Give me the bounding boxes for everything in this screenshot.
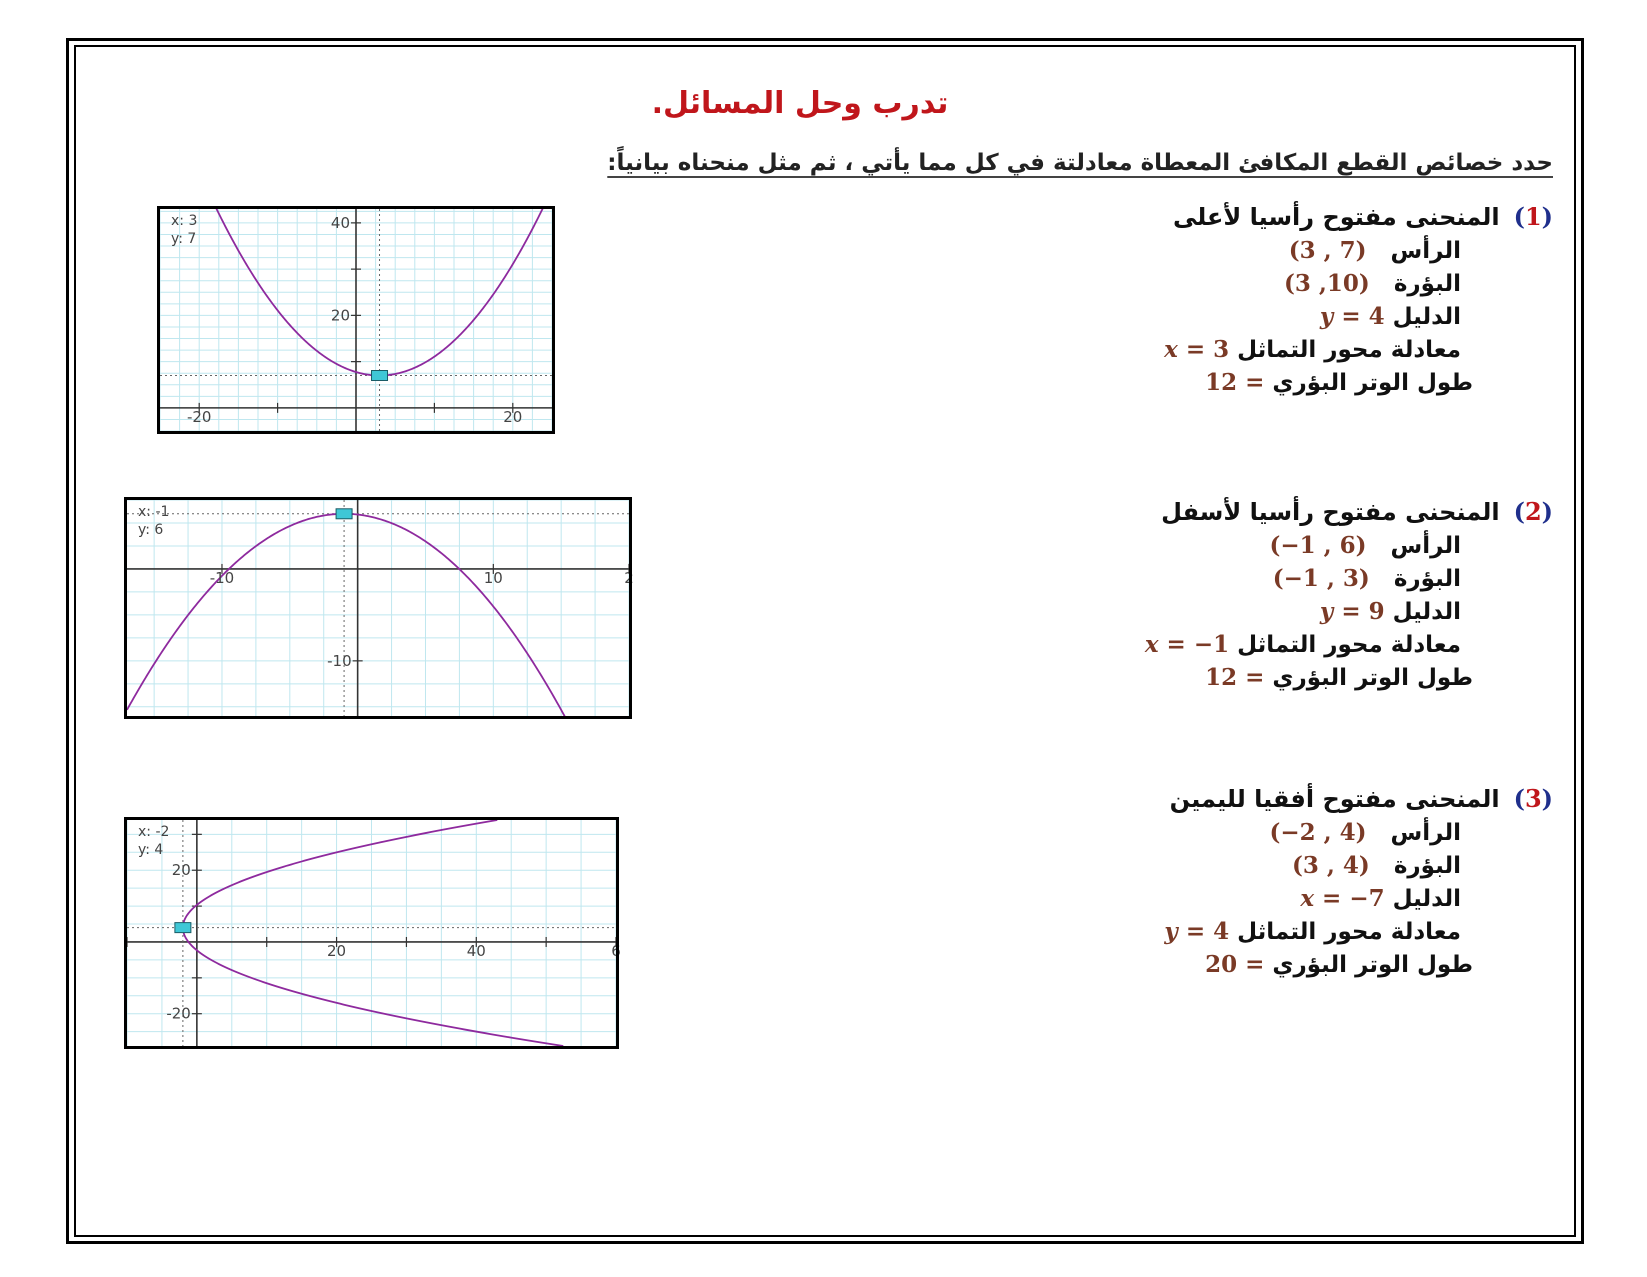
focus-row	[853, 562, 1461, 595]
problem-heading: (2)المنحنى مفتوح رأسيا لأسفل	[1161, 497, 1553, 526]
directrix-label: الدليل	[1392, 886, 1461, 912]
graph-2-svg	[124, 497, 632, 719]
directrix-label: الدليل	[1392, 304, 1461, 330]
vertex-label: الرأس	[1390, 533, 1461, 559]
y-tick-label: 20	[171, 861, 191, 880]
latus-label: طول الوتر البؤري	[1272, 665, 1473, 691]
vertex-label: الرأس	[1390, 238, 1461, 264]
graph-3	[124, 817, 619, 1049]
axis-label: معادلة محور التماثل	[1237, 632, 1461, 658]
x-tick-label: 20	[327, 941, 347, 960]
x-tick-label: 20	[503, 407, 523, 426]
focus-label: البؤرة	[1393, 566, 1461, 592]
axis-value: = −1	[1166, 631, 1230, 658]
problem-3	[853, 782, 1553, 981]
instruction-text: حدد خصائص القطع المكافئ المعطاة معادلتة في كل مما يأتي ، ثم مثل منحناه بيانياً:	[607, 150, 1553, 176]
graph-3-svg	[124, 817, 619, 1049]
directrix-row	[853, 595, 1461, 628]
x-tick-label: 40	[466, 941, 486, 960]
vertex-label: الرأس	[1390, 820, 1461, 846]
vertex-value: (−2 , 4)	[1269, 819, 1367, 846]
trace-point	[372, 371, 388, 381]
plot-background	[124, 497, 632, 719]
axis-value: = 4	[1185, 918, 1230, 945]
directrix-variable: y	[1319, 303, 1334, 330]
x-tick-label: 6	[611, 941, 621, 960]
vertex-value: (−1 , 6)	[1269, 532, 1367, 559]
latus-row	[853, 661, 1473, 694]
trace-point	[336, 509, 352, 519]
x-tick-label: -10	[209, 568, 235, 587]
axis-row	[853, 333, 1461, 366]
axis-label: معادلة محور التماثل	[1237, 919, 1461, 945]
trace-readout-x: x: -2	[138, 824, 170, 840]
graph-2	[124, 497, 632, 719]
problem-1	[853, 200, 1553, 399]
trace-readout-y: y: 6	[138, 522, 164, 538]
x-tick-label: -20	[186, 407, 212, 426]
focus-label: البؤرة	[1393, 853, 1461, 879]
latus-value: 12 =	[1205, 664, 1265, 691]
y-tick-label: 40	[330, 213, 350, 232]
directrix-variable: x	[1300, 885, 1315, 912]
axis-variable: y	[1164, 918, 1178, 945]
vertex-row	[853, 529, 1461, 562]
directrix-variable: y	[1319, 598, 1334, 625]
graph-1	[157, 206, 555, 434]
vertex-value: (3 , 7)	[1288, 237, 1367, 264]
y-tick-label: 20	[330, 306, 350, 325]
problem-number: (3)	[1513, 784, 1553, 813]
y-tick-label: -20	[166, 1004, 191, 1023]
directrix-value: = 9	[1341, 598, 1385, 625]
problem-number: (2)	[1513, 497, 1553, 526]
y-tick-label: -10	[327, 651, 352, 670]
latus-value: 20 =	[1205, 951, 1265, 978]
focus-row	[853, 267, 1461, 300]
directrix-row	[853, 300, 1461, 333]
trace-readout-x: x: 3	[171, 213, 198, 229]
directrix-label: الدليل	[1392, 599, 1461, 625]
directrix-value: = −7	[1322, 885, 1385, 912]
latus-row	[853, 948, 1473, 981]
vertex-row	[853, 816, 1461, 849]
vertex-row	[853, 234, 1461, 267]
latus-label: طول الوتر البؤري	[1272, 952, 1473, 978]
directrix-value: = 4	[1341, 303, 1385, 330]
graph-1-svg	[157, 206, 555, 434]
problem-number: (1)	[1513, 202, 1553, 231]
axis-label: معادلة محور التماثل	[1237, 337, 1461, 363]
trace-readout-y: y: 4	[138, 842, 164, 858]
focus-label: البؤرة	[1393, 271, 1461, 297]
latus-row	[853, 366, 1473, 399]
problem-heading: (1)المنحنى مفتوح رأسيا لأعلى	[1172, 202, 1553, 231]
focus-value: (−1 , 3)	[1272, 565, 1370, 592]
latus-label: طول الوتر البؤري	[1272, 370, 1473, 396]
page-title: تدرب وحل المسائل.	[651, 86, 949, 121]
axis-variable: x	[1164, 336, 1178, 363]
problem-2	[853, 495, 1553, 694]
axis-variable: x	[1144, 631, 1159, 658]
axis-value: = 3	[1185, 336, 1230, 363]
trace-point	[175, 923, 191, 933]
x-tick-label: 2	[624, 568, 634, 587]
problem-heading: (3)المنحنى مفتوح أفقيا لليمين	[1169, 784, 1553, 813]
trace-readout-y: y: 7	[171, 231, 197, 247]
focus-row	[853, 849, 1461, 882]
latus-value: 12 =	[1205, 369, 1265, 396]
axis-row	[853, 628, 1461, 661]
directrix-row	[853, 882, 1461, 915]
x-tick-label: 10	[483, 568, 503, 587]
focus-value: (3 ,10)	[1284, 270, 1370, 297]
axis-row	[853, 915, 1461, 948]
trace-readout-x: x: -1	[138, 504, 170, 520]
focus-value: (3 , 4)	[1292, 852, 1370, 879]
